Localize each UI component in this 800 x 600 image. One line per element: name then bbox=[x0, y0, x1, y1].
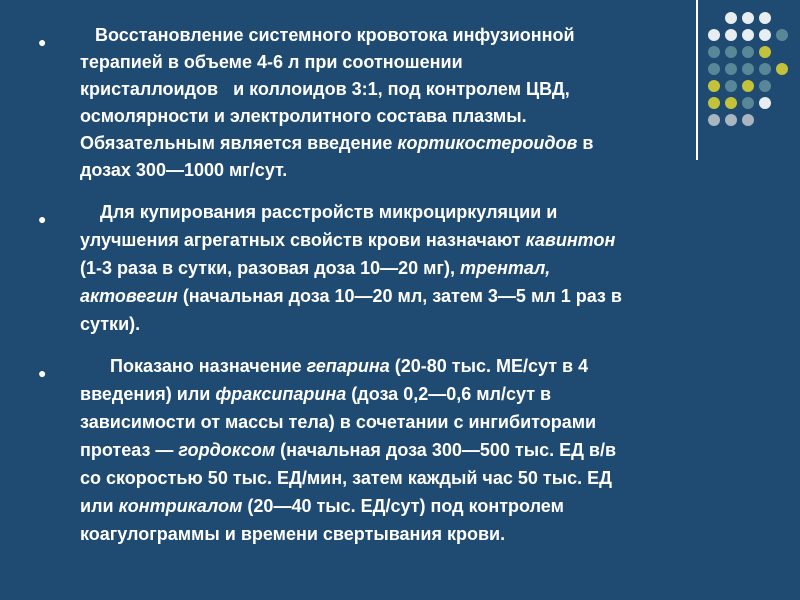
text-run: (20—40 тыс. ЕД/сут) под контролем bbox=[242, 496, 564, 516]
text-run: Для купирования расстройств микроциркуляции и bbox=[80, 202, 558, 222]
text-line bbox=[80, 492, 756, 520]
decorative-dot bbox=[759, 97, 771, 109]
decorative-dot bbox=[776, 29, 788, 41]
decorative-dot bbox=[776, 97, 788, 109]
decorative-dot bbox=[759, 63, 771, 75]
text-line bbox=[80, 436, 756, 464]
drug-name: трентал, bbox=[459, 258, 551, 278]
text-run: Показано назначение bbox=[80, 356, 307, 376]
bullet-icon: ● bbox=[38, 211, 47, 227]
drug-name: гепарина bbox=[306, 356, 390, 376]
text-line bbox=[80, 130, 756, 157]
decorative-dot bbox=[759, 80, 771, 92]
decorative-dot bbox=[776, 63, 788, 75]
text-run: (доза 0,2—0,6 мл/сут в bbox=[346, 384, 552, 404]
text-line bbox=[80, 198, 756, 226]
text-run: (начальная доза 10—20 мл, затем 3—5 мл 1 раз в bbox=[177, 286, 622, 306]
decorative-dot bbox=[776, 114, 788, 126]
drug-name: кортикостероидов bbox=[397, 133, 578, 153]
text-run: Восстановление системного кровотока инфузионной bbox=[80, 25, 575, 45]
text-run: или bbox=[80, 496, 119, 516]
text-line bbox=[80, 310, 756, 338]
text-line bbox=[80, 282, 756, 310]
paragraph-microcirculation bbox=[36, 198, 756, 338]
text-run: осмолярности и электролитного состава плазмы. bbox=[80, 106, 527, 126]
bullet-icon: ● bbox=[38, 365, 47, 381]
text-line bbox=[80, 520, 756, 548]
decorative-dot bbox=[759, 12, 771, 24]
drug-name: фраксипарина bbox=[215, 384, 347, 404]
paragraph-text bbox=[80, 22, 756, 184]
text-run: Обязательным является введение bbox=[80, 133, 398, 153]
decorative-dot bbox=[759, 46, 771, 58]
text-run: протеаз — bbox=[80, 440, 179, 460]
drug-name: кавинтон bbox=[525, 230, 616, 250]
text-run: (начальная доза 300—500 тыс. ЕД в/в bbox=[275, 440, 617, 460]
drug-name: контрикалом bbox=[118, 496, 243, 516]
text-run: кристаллоидов и коллоидов 3:1, под контролем ЦВД, bbox=[80, 79, 570, 99]
bullet-icon: ● bbox=[38, 34, 47, 50]
text-line bbox=[80, 22, 756, 49]
text-line bbox=[80, 103, 756, 130]
text-line bbox=[80, 49, 756, 76]
paragraph-infusion bbox=[36, 22, 756, 184]
text-line bbox=[80, 157, 756, 184]
text-line bbox=[80, 408, 756, 436]
decorative-dot bbox=[776, 46, 788, 58]
decorative-dot bbox=[759, 114, 771, 126]
decorative-dot bbox=[776, 12, 788, 24]
text-line bbox=[80, 226, 756, 254]
text-run: введения) или bbox=[80, 384, 216, 404]
text-run: со скоростью 50 тыс. ЕД/мин, затем каждый час 50 тыс. ЕД bbox=[80, 468, 612, 488]
text-run: (1-3 раза в сутки, разовая доза 10—20 мг), bbox=[80, 258, 460, 278]
text-line bbox=[80, 380, 756, 408]
text-run: терапией в объеме 4-6 л при соотношении bbox=[80, 52, 463, 72]
text-line bbox=[80, 254, 756, 282]
text-run: дозах 300—1000 мг/сут. bbox=[80, 160, 288, 180]
drug-name: гордоксом bbox=[178, 440, 276, 460]
decorative-dot bbox=[759, 29, 771, 41]
text-run: зависимости от массы тела) в сочетании с ингибиторами bbox=[80, 412, 597, 432]
text-run: сутки). bbox=[80, 314, 141, 334]
text-line bbox=[80, 352, 756, 380]
text-run: коагулограммы и времени свертывания крови. bbox=[80, 524, 506, 544]
paragraph-anticoagulation bbox=[36, 352, 756, 548]
text-run: улучшения агрегатных свойств крови назначают bbox=[80, 230, 526, 250]
paragraph-text bbox=[80, 352, 756, 548]
text-run: в bbox=[577, 133, 594, 153]
slide-body bbox=[36, 22, 756, 562]
text-line bbox=[80, 76, 756, 103]
paragraph-text bbox=[80, 198, 756, 338]
decorative-dot bbox=[776, 80, 788, 92]
text-run: (20-80 тыс. МЕ/сут в 4 bbox=[389, 356, 589, 376]
drug-name: актовегин bbox=[80, 286, 178, 306]
text-line bbox=[80, 464, 756, 492]
